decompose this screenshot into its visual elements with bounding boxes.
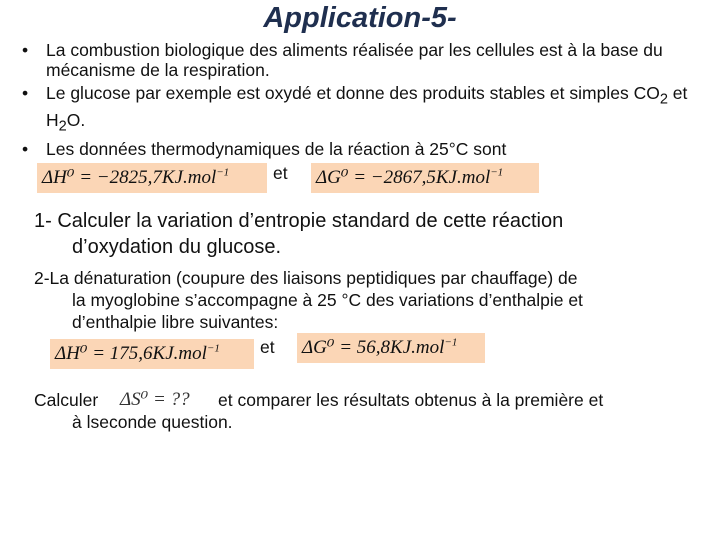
final-instruction-line2: à lseconde question. (72, 412, 233, 432)
bullet-item-3 (22, 139, 712, 159)
connector-et-2: et (260, 337, 275, 357)
calculer-label: Calculer (34, 390, 99, 410)
bullet-icon: • (22, 83, 29, 103)
bullet-text: Le glucose par exemple est oxydé et donne des produits stables et simples $CO_2$ et $H_2O$. (46, 83, 688, 134)
bullet-icon: • (22, 139, 29, 159)
gibbs-equation-1: ΔG⁰ = −2867,5KJ.mol$^{-1}$ (311, 163, 539, 193)
entropy-equation: ΔS⁰ = ?? (120, 389, 190, 410)
bullet-list (22, 40, 712, 162)
bullet-icon: • (22, 40, 29, 60)
bullet-item-2 (22, 83, 712, 136)
connector-et-1: et (273, 163, 288, 183)
bullet-text: Les données thermodynamiques de la réaction à 25°C sont (46, 139, 507, 159)
question-1: 1- Calculer la variation d’entropie standard de cette réaction d’oxydation du glucose. (34, 210, 564, 258)
gibbs-equation-2: ΔG⁰ = 56,8KJ.mol$^{-1}$ (297, 333, 485, 363)
question-2: 2-La dénaturation (coupure des liaisons peptidiques par chauffage) de la myoglobine s’accompagne à 25 °C des variations d’enthalpie et d’enthalpie libre suivantes: (34, 268, 583, 332)
final-instruction: et comparer les résultats obtenus à la première et (218, 390, 604, 410)
bullet-text: La combustion biologique des aliments réalisée par les cellules est à la base du mécanisme de la respiration. (46, 40, 663, 80)
enthalpy-equation-2: ΔH⁰ = 175,6KJ.mol$^{-1}$ (50, 339, 254, 369)
slide-title: Application-5- (263, 2, 457, 34)
bullet-item-1 (22, 40, 712, 80)
enthalpy-equation-1: ΔH⁰ = −2825,7KJ.mol$^{-1}$ (37, 163, 267, 193)
